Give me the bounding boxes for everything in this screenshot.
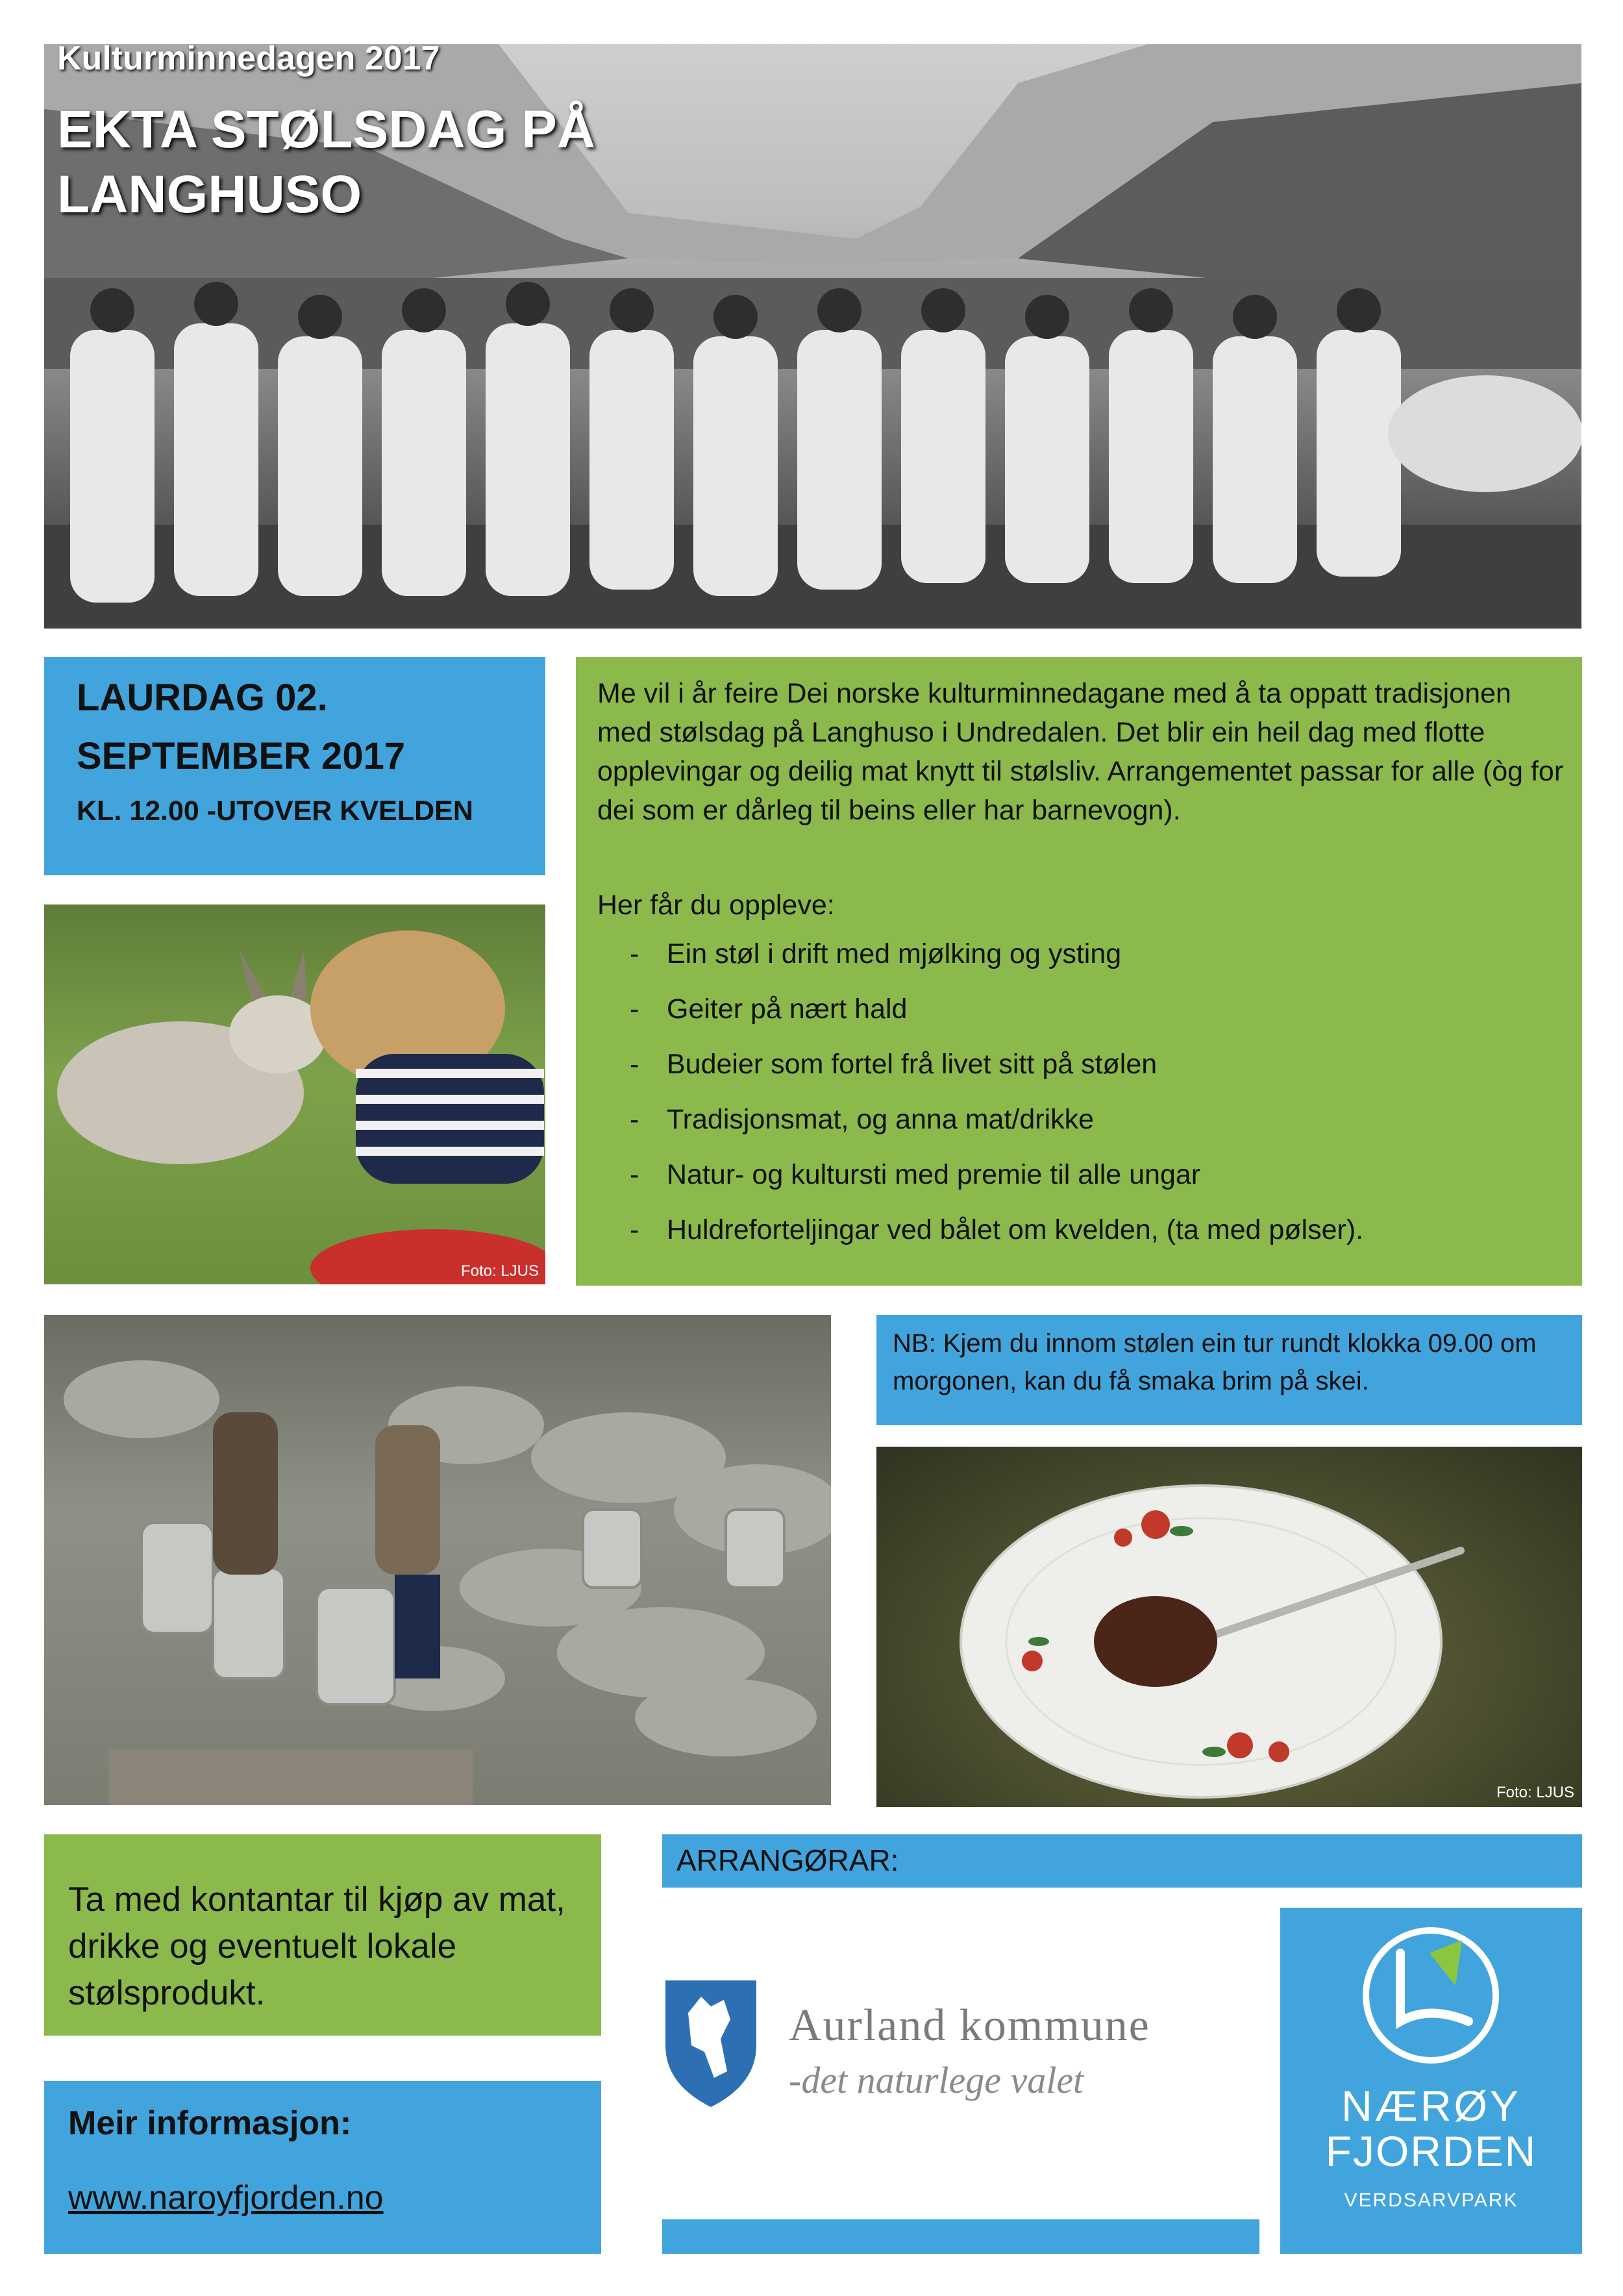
organisers-label: ARRANGØRAR: [676, 1843, 899, 1877]
event-time: KL. 12.00 -UTOVER KVELDEN [77, 795, 473, 827]
naroyfjorden-line3: VERDSARVPARK [1344, 2190, 1518, 2211]
aurland-name: Aurland kommune [789, 2001, 1150, 2051]
website-link[interactable]: www.naroyfjorden.no [68, 2179, 384, 2217]
list-item: - Natur- og kultursti med premie til alle ungar [597, 1159, 1565, 1214]
event-date: LAURDAG 02. SEPTEMBER 2017 [77, 677, 406, 777]
list-item: - Tradisjonsmat, og anna mat/drikke [597, 1104, 1565, 1159]
photo-credit: Foto: LJUS [460, 1262, 539, 1280]
more-info-title: Meir informasjon: [68, 2104, 352, 2142]
aurland-slogan: -det naturlege valet [789, 2059, 1084, 2101]
naroyfjorden-line1: NÆRØY [1341, 2082, 1521, 2130]
brim-plate-illustration [876, 1447, 1582, 1807]
aurland-shield-icon [652, 1974, 782, 2110]
info-lead: Her får du oppleve: [597, 890, 835, 921]
goat-child-illustration [44, 905, 545, 1284]
brim-plate-photo [876, 1447, 1582, 1807]
goat-child-photo [44, 905, 545, 1284]
list-item: - Huldreforteljingar ved bålet om kvelden, (ta med pølser). [597, 1214, 1565, 1269]
list-item: - Ein støl i drift med mjølking og ysting [597, 938, 1565, 993]
naroyfjorden-emblem-icon [1280, 1908, 1582, 2077]
hero-title: EKTA STØLSDAG PÅ LANGHUSO [57, 100, 596, 224]
milk-cans-photo [44, 1315, 831, 1805]
cash-text: Ta med kontantar til kjøp av mat, drikke og eventuelt lokale stølsprodukt. [68, 1880, 565, 2012]
list-item-text: Natur- og kultursti med premie til alle ungar [667, 1159, 1201, 1190]
info-intro: Me vil i år feire Dei norske kulturminnedagane med å ta oppatt tradisjonen med stølsdag på Langhuso i Undredalen. Det blir ein heil dag med flotte opplevingar og deilig mat knytt til stølsliv. Arrangementet passar for alle (òg for dei som er dårleg til beins eller har barnevogn). [597, 678, 1564, 826]
list-item: - Geiter på nært hald [597, 993, 1565, 1049]
milk-cans-illustration [44, 1315, 831, 1805]
list-item-text: Huldreforteljingar ved bålet om kvelden, (ta med pølser). [667, 1214, 1364, 1245]
photo-credit: Foto: LJUS [1496, 1784, 1574, 1801]
bottom-accent-bar [662, 2219, 1259, 2254]
list-item-text: Budeier som fortel frå livet sitt på stølen [667, 1049, 1158, 1080]
list-item-text: Tradisjonsmat, og anna mat/drikke [667, 1104, 1095, 1135]
list-item: - Budeier som fortel frå livet sitt på stølen [597, 1049, 1565, 1104]
list-item-text: Geiter på nært hald [667, 993, 908, 1025]
nb-text: NB: Kjem du innom stølen ein tur rundt klokka 09.00 om morgonen, kan du få smaka brim på skei. [893, 1329, 1537, 1395]
activity-list [597, 938, 1565, 1269]
naroyfjorden-line2: FJORDEN [1325, 2127, 1537, 2175]
list-item-text: Ein støl i drift med mjølking og ysting [667, 938, 1122, 969]
hero-subtitle: Kulturminnedagen 2017 [57, 40, 440, 77]
